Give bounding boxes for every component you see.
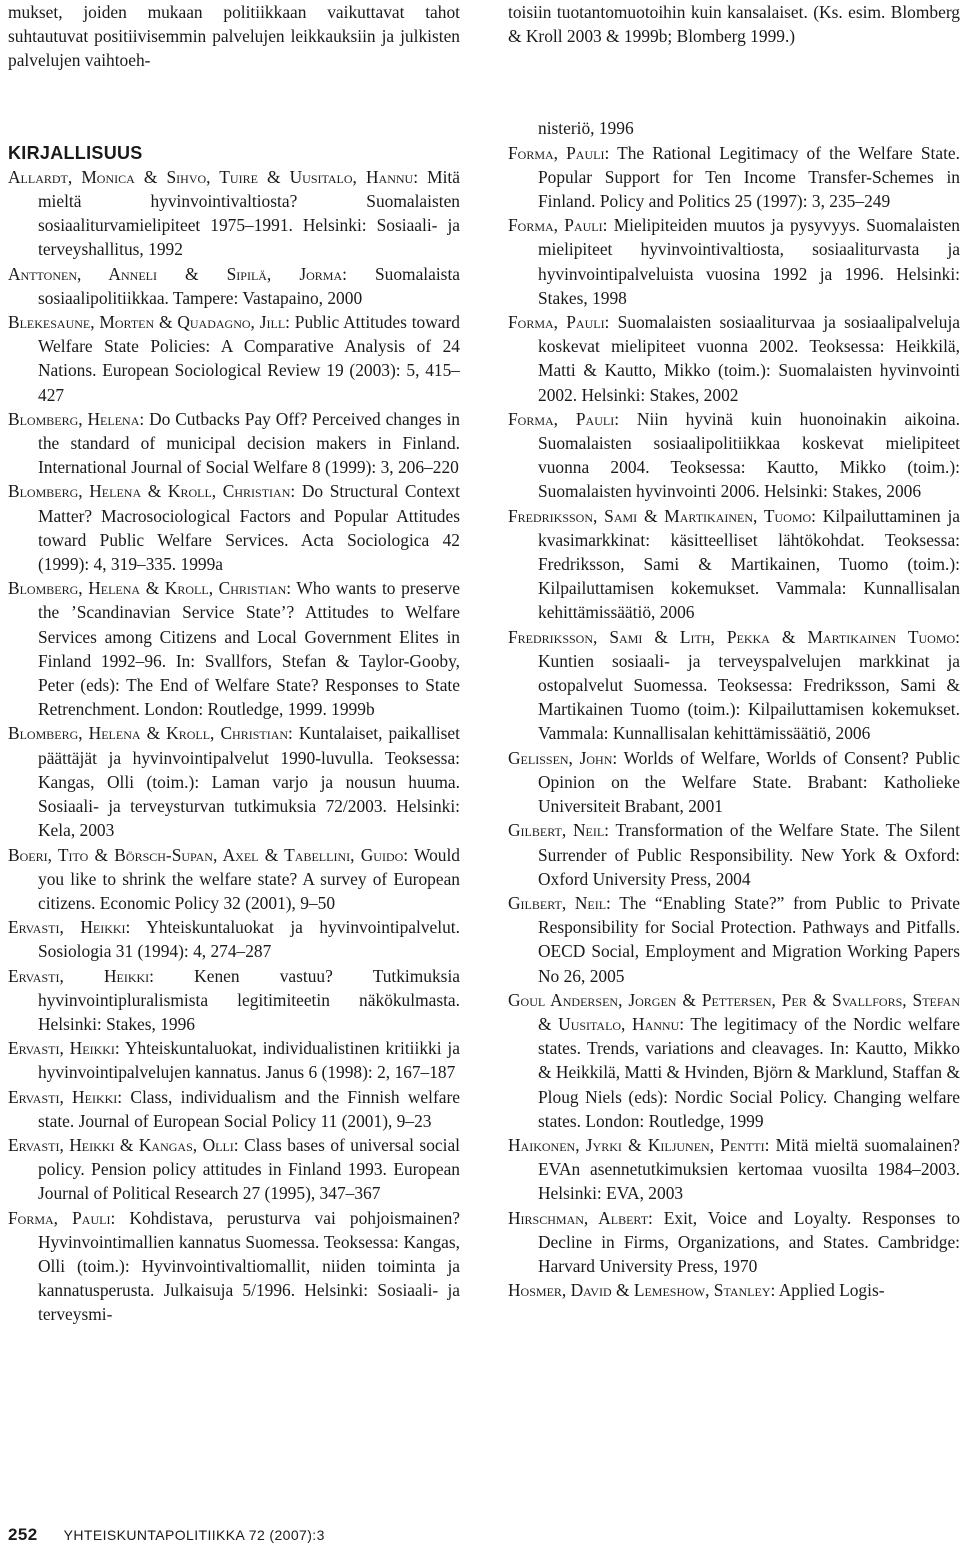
reference-author: Blekesaune, Morten & Quadagno, Jill: [8,312,290,333]
reference-entry [8,1085,460,1133]
reference-author: Ervasti, Heikki: [8,965,155,986]
reference-entry [8,843,460,916]
reference-author: Anttonen, Anneli & Sipilä, Jorma: [8,263,347,284]
reference-author: Forma, Pauli: [508,142,610,163]
reference-author: Hirschman, Albert: [508,1207,653,1228]
reference-text: Yhteiskuntaluokat, individualistinen kritiikki ja hyvinvointipalvelujen kannatus. Janus 6 (1998): 2, 167–187 [38,1038,460,1083]
reference-author: Forma, Pauli: [8,1207,116,1228]
reference-entry [8,964,460,1037]
reference-entry [8,1133,460,1206]
reference-author: Blomberg, Helena: [8,408,145,429]
reference-author: Gilbert, Neil: [508,892,611,913]
reference-author: Fredriksson, Sami & Martikainen, Tuomo: [508,505,816,526]
reference-author: Goul Andersen, Jorgen & Pettersen, Per & Svallfors, Stefan & Uusitalo, Hannu: [508,989,960,1034]
reference-entry [508,407,960,504]
reference-entry [508,891,960,988]
reference-text: Kuntien sosiaali- ja terveyspalvelujen markkinat ja ostopalvelut Suomessa. Teoksessa: Fredriksson, Sami & Martikainen Tuomo (toim.): Kilpailuttamisen kokemukset. Vammala: Kunnallisalan kehittämissäätiö, 2006 [538,650,960,744]
reference-entry [508,1278,960,1302]
reference-entry [508,988,960,1133]
reference-entry [8,1206,460,1327]
reference-continuation: nisteriö, 1996 [538,118,634,139]
reference-text: Class bases of universal social policy. Pension policy attitudes in Finland 1993. European Journal of Political Research 27 (1995), 347–367 [38,1134,460,1204]
body-text-end: toisiin tuotantomuotoihin kuin kansalaiset. (Ks. esim. Blomberg & Kroll 2003 & 1999b; Blomberg 1999.) [508,2,960,47]
reference-author: Boeri, Tito & Börsch-Supan, Axel & Tabellini, Guido: [8,844,409,865]
reference-text: Mitä mieltä hyvinvointivaltiosta? Suomalaisten sosiaaliturvamielipiteet 1975–1991. Helsinki: Sosiaali- ja terveyshallitus, 1992 [38,166,460,260]
reference-entry [8,310,460,407]
reference-text: Kuntalaiset, paikalliset päättäjät ja hyvinvointipalvelut 1990-luvulla. Teoksessa: Kangas, Olli (toim.): Laman varjo ja nousun huuma. Sosiaali- ja terveysturvan tutkimuksia 72/2003. Helsinki: Kela, 2003 [38,723,460,841]
reference-text: Do Cutbacks Pay Off? Perceived changes in the standard of municipal decision makers in Finland. International Journal of Social Welfare 8 (1999): 3, 206–220 [38,408,460,478]
reference-author: Ervasti, Heikki & Kangas, Olli: [8,1134,239,1155]
reference-text: Public Attitudes toward Welfare State Policies: A Comparative Analysis of 24 Nations. European Sociological Review 19 (2003): 5, 415–427 [38,312,460,405]
reference-author: Ervasti, Heikki: [8,917,131,938]
left-column [8,0,460,1327]
reference-author: Blomberg, Helena & Kroll, Christian: [8,481,296,502]
reference-entry [8,1036,460,1084]
reference-author: Blomberg, Helena & Kroll, Christian: [8,578,292,599]
reference-text: Suomalaista sosiaalipolitiikkaa. Tampere: Vastapaino, 2000 [38,263,460,308]
reference-entry [508,310,960,407]
reference-text: Kilpailuttaminen ja kvasimarkkinat: käsitteelliset lähtökohdat. Teoksessa: Fredriksson, Sami & Martikainen, Tuomo (toim.): Kilpailuttamisen kokemukset. Vammala: Kunnallisalan kehittämissäätiö, 2006 [538,505,960,623]
reference-entry [508,1206,960,1279]
reference-entry [8,262,460,310]
reference-author: Forma, Pauli: [508,312,610,333]
journal-name: YHTEISKUNTAPOLITIIKKA 72 (2007):3 [63,1527,325,1543]
reference-entry [8,721,460,842]
reference-text: Worlds of Welfare, Worlds of Consent? Public Opinion on the Welfare State. Brabant: Katholieke Universiteit Brabant, 2001 [538,747,960,817]
reference-author: Hosmer, David & Lemeshow, Stanley: [508,1280,776,1301]
reference-list-left [8,165,460,1327]
reference-text: Would you like to shrink the welfare state? A survey of European citizens. Economic Policy 32 (2001), 9–50 [38,844,460,913]
reference-text: Do Structural Context Matter? Macrosociological Factors and Popular Attitudes toward Public Welfare Services. Acta Sociologica 42 (1999): 4, 319–335. 1999a [38,481,460,575]
reference-text: Niin hyvinä kuin huonoinakin aikoina. Suomalaisten sosiaalipolitiikkaa koskevat mielipiteet vuonna 2004. Teoksessa: Kautto, Mikko (toim.): Suomalaisten hyvinvointi 2006. Helsinki: Stakes, 2006 [538,408,960,502]
reference-entry [508,818,960,891]
reference-author: Ervasti, Heikki: [8,1086,123,1107]
reference-author: Blomberg, Helena & Kroll, Christian: [8,723,293,744]
reference-entry [508,504,960,625]
reference-entry [8,479,460,576]
reference-list-right [508,141,960,1303]
reference-text: The legitimacy of the Nordic welfare states. Trends, variations and cleavages. In: Kautto, Mikko & Heikkilä, Matti & Hvinden, Björn & Marklund, Staffan & Ploug Niels (eds): Nordic Social Policy. Changing welfare states. London: Routledge, 1999 [538,1013,960,1131]
page-number: 252 [8,1525,38,1544]
reference-entry [8,407,460,480]
reference-text: Mielipiteiden muutos ja pysyvyys. Suomalaisten mielipiteet hyvinvointivaltiosta, sosiaaliturvasta ja hyvinvointipalveluista vuosina 1992 ja 1996. Helsinki: Stakes, 1998 [538,215,960,308]
right-column [508,0,960,1302]
reference-entry [508,1133,960,1206]
reference-text: Transformation of the Welfare State. The Silent Surrender of Public Responsibility. New York & Oxford: Oxford University Press, 2004 [538,820,960,889]
reference-text: Who wants to preserve the ’Scandinavian Service State’? Attitudes to Welfare Services among Citizens and Local Government Elites in Finland 1992–96. In: Svallfors, Stefan & Taylor-Gooby, Peter (eds): The End of Welfare State? Responses to State Retrenchment. London: Routledge, 1999. 1999b [38,578,460,720]
reference-text: Kenen vastuu? Tutkimuksia hyvinvointipluralismista legitimiteetin näkökulmasta. Helsinki: Stakes, 1996 [38,965,460,1034]
reference-author: Allardt, Monica & Sihvo, Tuire & Uusitalo, Hannu: [8,166,419,187]
body-text-continuation: mukset, joiden mukaan politiikkaan vaikuttavat tahot suhtautuvat positiivisemmin palvelujen leikkauksiin ja julkisten palvelujen vaihtoeh- [8,2,460,71]
reference-author: Fredriksson, Sami & Lith, Pekka & Martikainen Tuomo: [508,626,960,647]
section-heading: KIRJALLISUUS [8,142,143,163]
reference-text: Kohdistava, perusturva vai pohjoismainen? Hyvinvointimallien kannatus Suomessa. Teoksessa: Kangas, Olli (toim.): Hyvinvointivaltiomallit, niiden toiminta ja kannatusperusta. Julkaisuja 5/1996. Helsinki: Sosiaali- ja terveysmi- [38,1207,460,1325]
reference-author: Forma, Pauli: [508,215,608,236]
reference-text: Class, individualism and the Finnish welfare state. Journal of European Social Policy 11 (2001), 9–23 [38,1086,460,1131]
reference-entry [508,625,960,746]
reference-entry [508,141,960,214]
reference-text: The Rational Legitimacy of the Welfare State. Popular Support for Ten Income Transfer-Schemes in Finland. Policy and Politics 25 (1997): 3, 235–249 [538,142,960,212]
reference-author: Ervasti, Heikki: [8,1038,120,1059]
reference-entry [8,165,460,262]
reference-text: The “Enabling State?” from Public to Private Responsibility for Social Protection. Pathways and Pitfalls. OECD Social, Employment and Migration Working Papers No 26, 2005 [538,892,960,986]
reference-entry [508,746,960,819]
reference-entry [8,915,460,963]
reference-author: Haikonen, Jyrki & Kiljunen, Pentti: [508,1134,770,1155]
reference-author: Gilbert, Neil: [508,820,609,841]
reference-author: Gelissen, John: [508,747,618,768]
reference-text: Yhteiskuntaluokat ja hyvinvointipalvelut. Sosiologia 31 (1994): 4, 274–287 [38,917,460,962]
page-footer [8,1525,325,1545]
reference-entry [508,213,960,310]
reference-text: Applied Logis- [775,1280,885,1301]
reference-text: Suomalaisten sosiaaliturvaa ja sosiaalipalveluja koskevat mielipiteet vuonna 2002. Teoksessa: Heikkilä, Matti & Kautto, Mikko (toim.): Suomalaisten hyvinvointi 2002. Helsinki: Stakes, 2002 [538,312,960,405]
reference-text: Exit, Voice and Loyalty. Responses to Decline in Firms, Organizations, and States. Cambridge: Harvard University Press, 1970 [538,1207,960,1276]
reference-text: Mitä mieltä suomalainen? EVAn asennetutkimuksien kertomaa vuosilta 1984–2003. Helsinki: EVA, 2003 [538,1134,960,1204]
reference-author: Forma, Pauli: [508,408,620,429]
reference-entry [8,576,460,721]
